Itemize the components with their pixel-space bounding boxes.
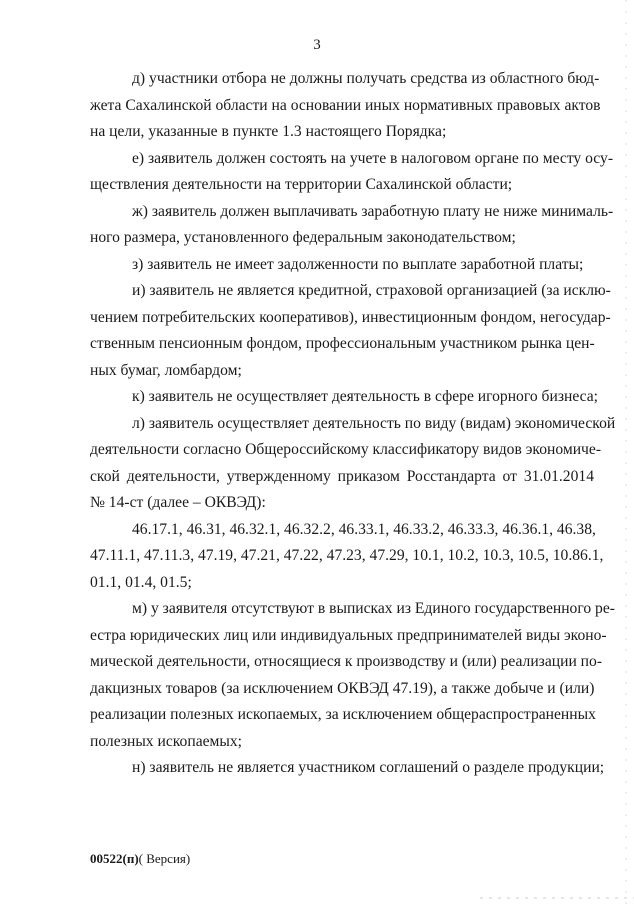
paragraph-m <box>90 596 615 755</box>
text-line: з) заявитель не имеет задолженности по выплате заработной платы; <box>132 255 584 273</box>
text-line: ской деятельности, утвержденному приказом Росстандарта от 31.01.2014 <box>90 467 594 485</box>
paragraph-z <box>90 252 594 279</box>
paragraph-n <box>90 755 605 782</box>
document-body <box>90 66 616 782</box>
text-line: № 14-ст (далее – ОКВЭД): <box>90 494 266 511</box>
text-line: ного размера, установленного федеральным законодательством; <box>90 229 516 246</box>
paragraph-l <box>90 411 616 517</box>
text-line: мической деятельности, относящиеся к производству и (или) реализации по- <box>90 653 603 670</box>
paragraph-d <box>90 66 601 146</box>
paragraph-okved-codes <box>90 517 604 597</box>
text-line: полезных ископаемых; <box>90 732 243 750</box>
text-line: ж) заявитель должен выплачивать заработную плату не ниже минималь- <box>132 202 614 220</box>
text-line: 47.11.1, 47.11.3, 47.19, 47.21, 47.22, 47.23, 47.29, 10.1, 10.2, 10.3, 10.5, 10.86.1, <box>90 547 604 564</box>
text-line: м) у заявителя отсутствуют в выписках из Единого государственного ре- <box>132 600 615 617</box>
text-line: л) заявитель осуществляет деятельность по виду (видам) экономической <box>132 414 616 432</box>
text-line: ственным пенсионным фондом, профессиональным участником рынка цен- <box>90 335 595 352</box>
document-version: ( Версия) <box>138 851 191 866</box>
paragraph-zh <box>90 199 614 252</box>
paragraph-k <box>90 384 599 411</box>
text-line: 46.17.1, 46.31, 46.32.1, 46.32.2, 46.33.1, 46.33.2, 46.33.3, 46.36.1, 46.38, <box>132 520 596 538</box>
document-footer <box>90 851 190 867</box>
text-line: д) участники отбора не должны получать средства из областного бюд- <box>132 70 600 87</box>
text-line: 01.1, 01.4, 01.5; <box>90 573 192 591</box>
text-line: жета Сахалинской области на основании иных нормативных правовых актов <box>90 96 601 114</box>
paragraph-i <box>90 278 611 384</box>
text-line: ных бумаг, ломбардом; <box>90 361 242 379</box>
page-number: 3 <box>313 37 321 53</box>
text-line: дакцизных товаров (за исключением ОКВЭД 47.19), а также добыче и (или) <box>90 679 595 697</box>
text-line: реализации полезных ископаемых, за исключением общераспространенных <box>90 706 596 723</box>
text-line: естра юридических лиц или индивидуальных предпринимателей виды эконо- <box>90 626 607 644</box>
text-line: и) заявитель не является кредитной, страховой организацией (за исклю- <box>132 282 611 299</box>
text-line: ществления деятельности на территории Сахалинской области; <box>90 176 513 193</box>
text-line: чением потребительских кооперативов), инвестиционным фондом, негосудар- <box>90 308 611 326</box>
text-line: на цели, указанные в пункте 1.3 настоящего Порядка; <box>90 123 447 140</box>
document-code: 00522(п) <box>90 851 139 866</box>
text-line: деятельности согласно Общероссийскому классификатору видов экономиче- <box>90 441 602 458</box>
paragraph-e <box>90 146 614 199</box>
text-line: н) заявитель не является участником соглашений о разделе продукции; <box>132 759 605 776</box>
text-line: е) заявитель должен состоять на учете в налоговом органе по месту осу- <box>132 149 614 167</box>
text-line: к) заявитель не осуществляет деятельность в сфере игорного бизнеса; <box>132 388 599 405</box>
